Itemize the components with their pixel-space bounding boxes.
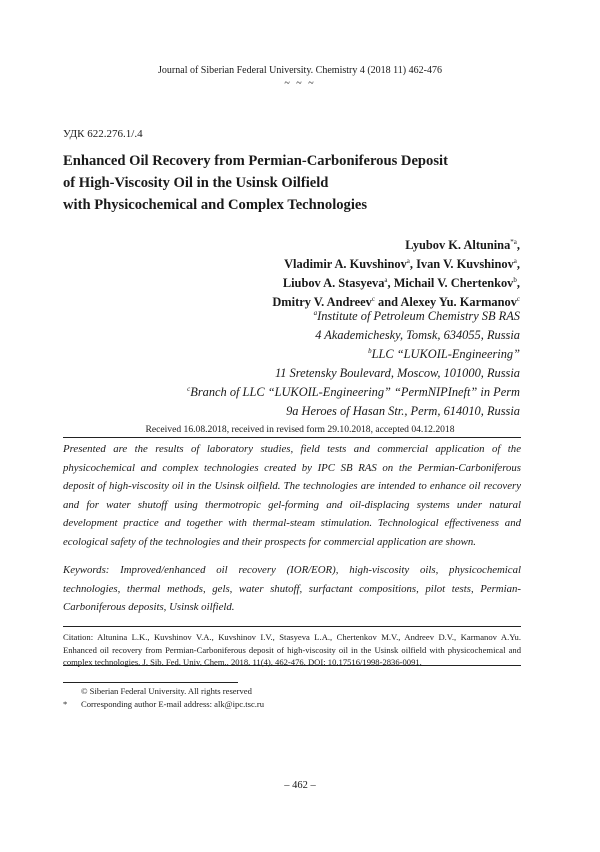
author-affil-mark: b [513,275,517,284]
author-affil-mark: a [384,275,388,284]
affiliation-line [187,307,520,326]
affiliation-line [187,402,520,421]
author-name: Liubov A. Stasyeva [282,276,385,290]
header-ornament: ~ ~ ~ [284,78,316,89]
affil-text: LLC “LUKOIL-Engineering” [371,347,520,361]
citation-bottom-rule [63,665,521,666]
author-line [272,274,520,293]
received-dates: Received 16.08.2018, received in revised form 29.10.2018, accepted 04.12.2018 [145,424,455,435]
title-line: Enhanced Oil Recovery from Permian-Carboniferous Deposit [63,153,448,169]
affil-text: Institute of Petroleum Chemistry SB RAS [317,309,520,323]
footnote-text: Corresponding author E-mail address: alk@ipc.tsc.ru [81,699,265,709]
footnote-mark: * [63,699,68,709]
affil-mark: a [313,308,318,317]
author-affil-mark: *a [510,237,517,246]
author-separator: , [387,276,394,290]
author-name: Alexey Yu. Karmanov [400,295,517,309]
affil-mark: c [187,384,191,393]
author-affil-mark: c [516,294,520,303]
affil-text: 4 Akademichesky, Tomsk, 634055, Russia [315,328,520,342]
footnote-rule [63,682,238,683]
author-separator: , [516,257,520,271]
affil-mark: b [368,346,372,355]
footnote-mark [63,685,81,698]
affiliation-list [187,307,520,421]
author-line [272,236,520,255]
udk-code: УДК 622.276.1/.4 [63,128,143,140]
affil-text: 9a Heroes of Hasan Str., Perm, 614010, Russia [286,404,520,418]
abstract-top-rule [63,437,521,438]
affiliation-line [187,326,520,345]
title-line: with Physicochemical and Complex Technologies [63,197,368,213]
author-separator: , [409,257,417,271]
affil-text: Branch of LLC “LUKOIL-Engineering” “PermNIPIneft” in Perm [190,385,520,399]
author-name: Lyubov K. Altunina [405,238,511,252]
citation: Citation: Altunina L.K., Kuvshinov V.A., Kuvshinov I.V., Stasyeva L.A., Chertenkov M.V., Andreev D.V., Karmanov A.Yu. Enhanced oil recovery from Permian-Carboniferous deposit of high-viscosity oil in the Usinsk oilfield with physicochemical and complex technologies, J. Sib. Fed. Univ. Chem., 2018, 11(4), 462-476. DOI: 10.17516/1998-2836-0091. [63,632,521,667]
footnote [63,685,264,698]
journal-header: Journal of Siberian Federal University. Chemistry 4 (2018 11) 462-476 [158,65,442,76]
citation-top-rule [63,626,521,627]
author-list [272,236,520,312]
author-name: Dmitry V. Andreev [272,295,372,309]
page-number: – 462 – [284,780,316,791]
author-affil-mark: a [406,256,410,265]
footnotes [63,685,264,711]
author-separator: , [516,238,520,252]
footnote-text: © Siberian Federal University. All rights reserved [81,686,252,696]
title-line: of High-Viscosity Oil in the Usinsk Oilfield [63,175,329,191]
author-name: Vladimir A. Kuvshinov [284,257,407,271]
author-line [272,255,520,274]
author-separator: , [516,276,520,290]
author-affil-mark: c [371,294,375,303]
abstract: Presented are the results of laboratory studies, field tests and commercial application of the physicochemical and complex technologies created by IPC SB RAS on the Permian-Carboniferous deposit of high-viscosity oil in the Usinsk oilfield. The technologies are intended to enhance oil recovery and for water shutoff using thermotropic gel-forming and oil-displacing systems under natural development practice and together with thermal-steam stimulation. Technological effectiveness and ecological safety of the technologies and their prospects for commercial application are shown. [63,443,521,548]
author-name: Ivan V. Kuvshinov [416,257,514,271]
affil-text: 11 Sretensky Boulevard, Moscow, 101000, Russia [274,366,520,380]
article-title [63,150,533,216]
author-affil-mark: a [513,256,517,265]
author-separator: and [374,295,401,309]
affiliation-line [187,364,520,383]
keywords: Keywords: Improved/enhanced oil recovery (IOR/EOR), high-viscosity oils, physicochemical technologies, thermal methods, gels, water shutoff, surfactant compositions, pilot tests, Permian-Carboniferous deposits, Usinsk oilfield. [63,564,521,613]
author-name: Michail V. Chertenkov [393,276,514,290]
affiliation-line [187,345,520,364]
footnote [63,698,264,711]
affiliation-line [187,383,520,402]
